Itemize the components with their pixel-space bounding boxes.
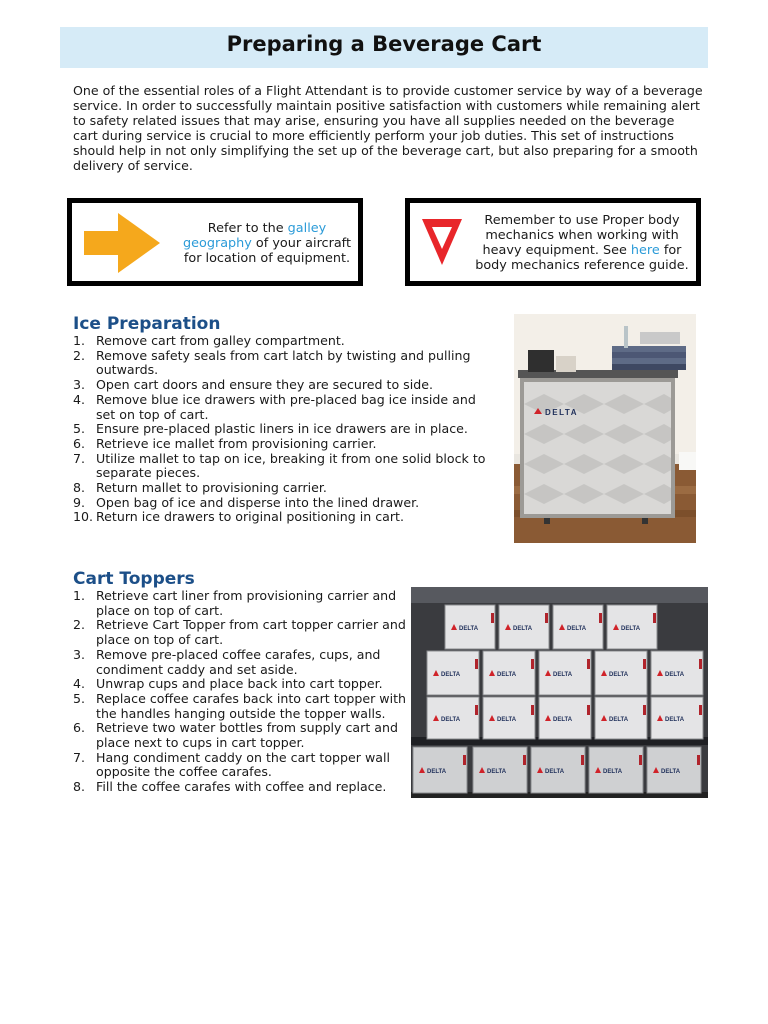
cart-latch — [475, 705, 478, 715]
list-number: 1. — [73, 333, 86, 348]
callout-left-text — [177, 221, 357, 266]
galley-delta-logo: DELTA — [609, 717, 629, 723]
cart-toppers-list — [73, 589, 408, 795]
galley-delta-logo: DELTA — [497, 672, 517, 678]
list-text: Return ice drawers to original positioning in cart. — [96, 509, 404, 525]
galley-delta-logo: DELTA — [553, 717, 573, 723]
callout-right-text-after: for body mechanics reference guide. — [475, 243, 689, 273]
galley-delta-logo: DELTA — [567, 626, 587, 632]
list-number: 9. — [73, 494, 86, 510]
title-bar — [60, 27, 708, 68]
list-number: 1. — [73, 588, 86, 603]
galley-delta-logo: DELTA — [661, 769, 681, 775]
cart-latch — [491, 613, 494, 623]
ice-preparation-list — [73, 334, 493, 525]
list-text: Remove safety seals from cart latch by twisting and pulling outwards. — [96, 347, 471, 378]
list-number: 3. — [73, 646, 86, 662]
galley-delta-logo: DELTA — [621, 626, 641, 632]
list-number: 10. — [73, 509, 94, 525]
topper-step — [73, 648, 408, 677]
list-number: 4. — [73, 676, 86, 692]
topper-step — [73, 589, 408, 618]
cart-latch — [599, 613, 602, 623]
topper-step — [73, 751, 408, 780]
list-number: 6. — [73, 720, 86, 736]
list-text: Retrieve two water bottles from supply cart and place next to cups in cart topper. — [96, 720, 398, 751]
cart-latch — [697, 755, 700, 765]
galley-delta-logo: DELTA — [487, 769, 507, 775]
list-text: Retrieve Cart Topper from cart topper carrier and place on top of cart. — [96, 617, 406, 648]
topper-step — [73, 692, 408, 721]
cart-latch — [475, 659, 478, 669]
ice-step — [73, 334, 493, 349]
callout-right-text-before: Remember to use Proper body mechanics when working with heavy equipment. See — [482, 213, 680, 258]
galley-delta-logo: DELTA — [513, 626, 533, 632]
body-mechanics-link[interactable]: here — [630, 243, 660, 258]
galley-delta-logo: DELTA — [441, 717, 461, 723]
callout-left-text-before: Refer to the — [207, 221, 288, 236]
ice-step — [73, 437, 493, 452]
ice-step — [73, 393, 493, 422]
cart-latch — [531, 705, 534, 715]
topper-step — [73, 721, 408, 750]
list-number: 8. — [73, 779, 86, 795]
galley-delta-logo: DELTA — [553, 672, 573, 678]
beverage-cart-photo — [514, 314, 696, 543]
cart-latch — [523, 755, 526, 765]
list-text: Utilize mallet to tap on ice, breaking it from one solid block to separate pieces. — [96, 450, 486, 481]
galley-delta-logo: DELTA — [603, 769, 623, 775]
cart-latch — [639, 755, 642, 765]
list-number: 2. — [73, 617, 86, 633]
galley-delta-logo: DELTA — [665, 717, 685, 723]
galley-delta-logo: DELTA — [665, 672, 685, 678]
ice-step — [73, 349, 493, 378]
yield-icon — [420, 213, 464, 269]
ice-step — [73, 510, 493, 525]
cart-latch — [653, 613, 656, 623]
cart-latch — [643, 659, 646, 669]
cart-latch — [587, 659, 590, 669]
list-text: Open cart doors and ensure they are secured to side. — [96, 377, 433, 393]
ice-step — [73, 481, 493, 496]
ice-step — [73, 496, 493, 511]
list-number: 5. — [73, 690, 86, 706]
ice-step — [73, 378, 493, 393]
list-number: 7. — [73, 749, 86, 765]
list-text: Remove pre-placed coffee carafes, cups, and condiment caddy and set aside. — [96, 646, 381, 677]
list-text: Remove blue ice drawers with pre-placed bag ice inside and set on top of cart. — [96, 391, 476, 422]
galley-delta-logo: DELTA — [497, 717, 517, 723]
galley-geography-callout — [67, 198, 363, 286]
list-text: Open bag of ice and disperse into the lined drawer. — [96, 494, 420, 510]
list-text: Fill the coffee carafes with coffee and replace. — [96, 779, 387, 795]
cart-latch — [699, 705, 702, 715]
ice-step — [73, 422, 493, 437]
ice-preparation-heading: Ice Preparation — [73, 314, 221, 334]
arrow-right-icon — [84, 213, 160, 273]
galley-delta-logo: DELTA — [441, 672, 461, 678]
list-text: Remove cart from galley compartment. — [96, 333, 345, 348]
cart-delta-logo: DELTA — [545, 408, 578, 417]
cart-latch — [587, 705, 590, 715]
galley-delta-logo: DELTA — [459, 626, 479, 632]
body-mechanics-callout — [405, 198, 701, 286]
list-number: 3. — [73, 377, 86, 393]
ice-step — [73, 452, 493, 481]
galley-carts-photo — [411, 587, 708, 798]
callout-left-text-after: of your aircraft for location of equipment. — [183, 236, 351, 266]
list-number: 2. — [73, 347, 86, 363]
list-text: Hang condiment caddy on the cart topper wall opposite the coffee carafes. — [96, 749, 390, 780]
list-text: Unwrap cups and place back into cart topper. — [96, 676, 383, 692]
list-text: Return mallet to provisioning carrier. — [96, 480, 327, 496]
cart-latch — [531, 659, 534, 669]
galley-geography-link[interactable]: galley geography — [183, 221, 327, 251]
cart-latch — [643, 705, 646, 715]
topper-step — [73, 780, 408, 795]
list-number: 8. — [73, 480, 86, 496]
cart-latch — [545, 613, 548, 623]
list-text: Ensure pre-placed plastic liners in ice drawers are in place. — [96, 421, 468, 437]
list-text: Retrieve cart liner from provisioning carrier and place on top of cart. — [96, 588, 397, 618]
galley-delta-logo: DELTA — [609, 672, 629, 678]
cart-latch — [581, 755, 584, 765]
cart-latch — [699, 659, 702, 669]
list-text: Retrieve ice mallet from provisioning carrier. — [96, 435, 377, 451]
cart-latch — [463, 755, 466, 765]
page-title: Preparing a Beverage Cart — [226, 32, 542, 56]
list-number: 4. — [73, 391, 86, 407]
galley-delta-logo: DELTA — [427, 769, 447, 775]
callout-right-text — [466, 213, 698, 273]
intro-paragraph: One of the essential roles of a Flight Attendant is to provide customer service by way of a beverage service. In order to successfully maintain positive satisfaction with customers while remaining alert to safety related issues that may arise, ensuring you have all supplies needed on the beverage cart during service is crucial to more efficiently perform your job duties. This set of instructions should help in not only simplifying the set up of the beverage cart, but also preparing for a smooth delivery of service. — [73, 83, 703, 173]
topper-step — [73, 677, 408, 692]
galley-delta-logo: DELTA — [545, 769, 565, 775]
list-number: 7. — [73, 450, 86, 466]
list-number: 6. — [73, 435, 86, 451]
list-text: Replace coffee carafes back into cart topper with the handles hanging outside the topper walls. — [96, 690, 407, 721]
topper-step — [73, 618, 408, 647]
cart-toppers-heading: Cart Toppers — [73, 569, 195, 589]
list-number: 5. — [73, 421, 86, 437]
